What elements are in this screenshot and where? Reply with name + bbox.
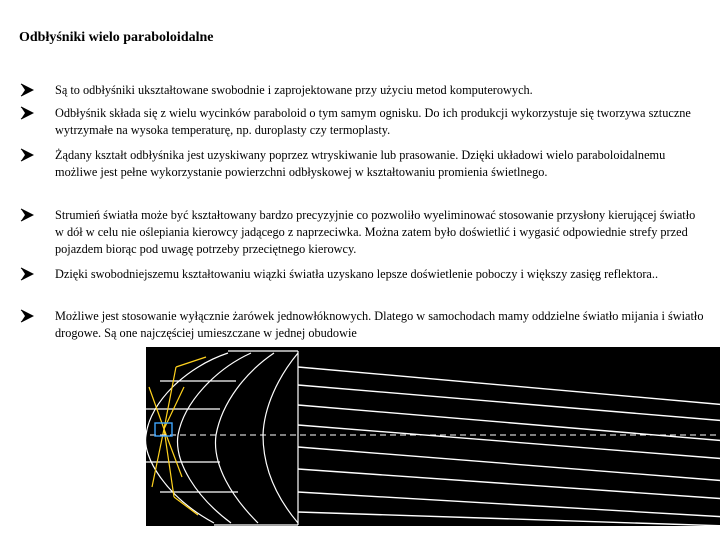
arrowhead-bullet-icon [20, 309, 34, 323]
bullet-text: Żądany kształt odbłyśnika jest uzyskiwany poprzez wtryskiwanie lub prasowanie. Dzięki układowi wielo paraboloidalnemu możliwe jest pełne wykorzystanie powierzchni odbłyskowej w kształtowaniu promienia świetlnego. [55, 148, 666, 179]
bullet-text: Możliwe jest stosowanie wyłącznie żarówek jednowłóknowych. Dlatego w samochodach mamy oddzielne światło mijania i światło drogowe. Są one najczęściej umieszczane w jednej obudowie [55, 309, 704, 340]
arrowhead-bullet-icon [20, 106, 34, 120]
bullet-text: Strumień światła może być kształtowany bardzo precyzyjnie co pozwoliło wyeliminować stosowanie przysłony kierującej światło w dół w celu nie oślepiania kierowcy jadącego z naprzeciwka. Można zatem było doświetlić i wygasić odpowiednie strefy przed pojazdem biorąc pod uwagę potrzeby przeciętnego kierowcy. [55, 208, 696, 256]
arrowhead-bullet-icon [20, 267, 34, 281]
arrowhead-bullet-icon [20, 83, 34, 97]
arrowhead-bullet-icon [20, 208, 34, 222]
bullet-text: Są to odbłyśniki ukształtowane swobodnie i zaprojektowane przy użyciu metod komputerowych. [55, 83, 533, 97]
bullet-text: Odbłyśnik składa się z wielu wycinków paraboloid o tym samym ognisku. Do ich produkcji wykorzystuje się tworzywa sztuczne wytrzymałe na wysoka temperaturę, np. duroplasty czy termoplasty. [55, 106, 691, 137]
bullet-text: Dzięki swobodniejszemu kształtowaniu wiązki światła uzyskano lepsze doświetlenie poboczy i większy zasięg reflektora.. [55, 267, 659, 281]
arrowhead-bullet-icon [20, 148, 34, 162]
reflector-beam-diagram [146, 347, 720, 526]
slide-title: Odbłyśniki wielo paraboloidalne [19, 30, 214, 45]
